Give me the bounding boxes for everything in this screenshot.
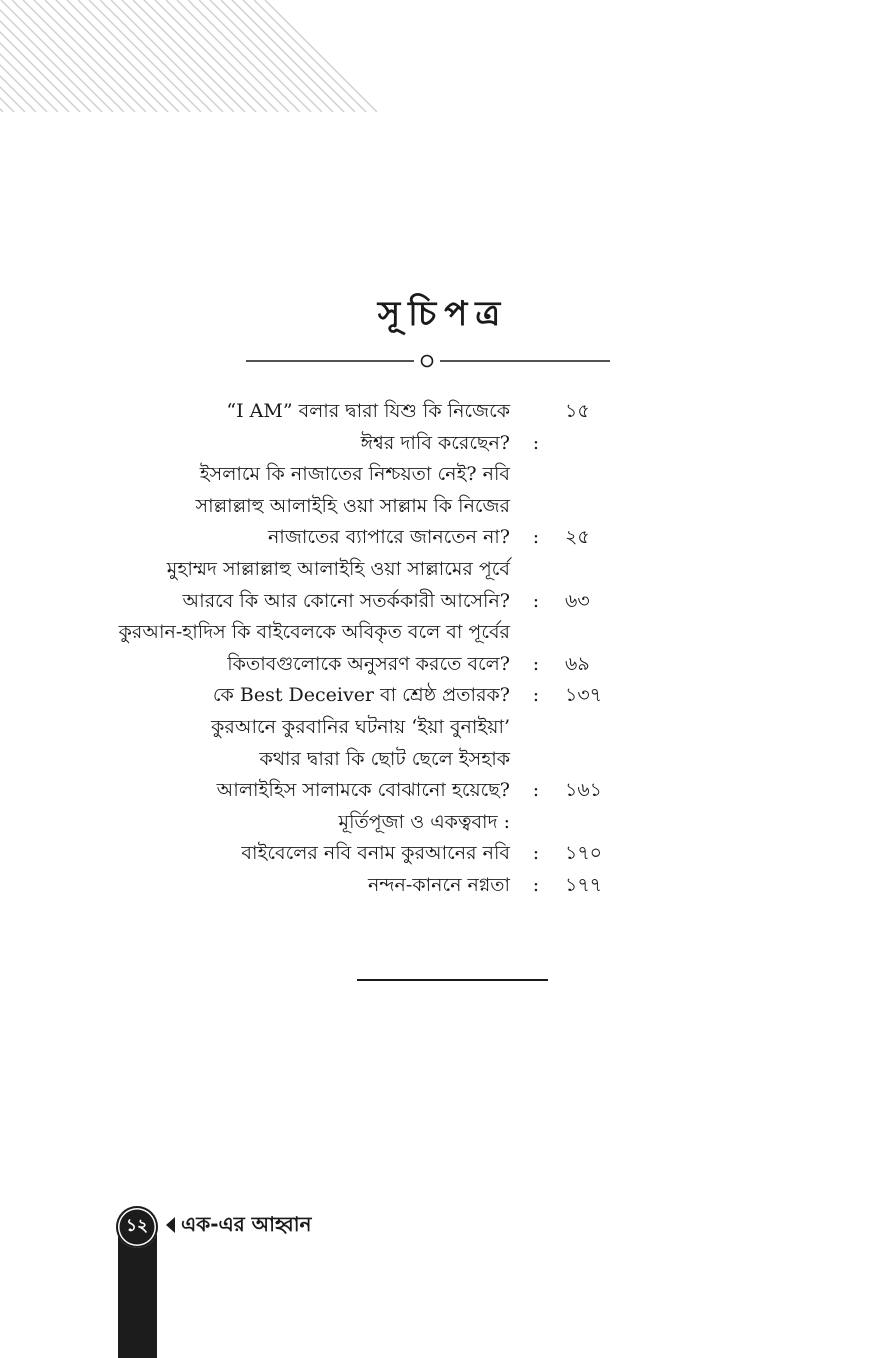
toc-entry-text: বাইবেলের নবি বনাম কুরআনের নবি <box>241 842 510 865</box>
toc-entry-text: কথার দ্বারা কি ছোট ছেলে ইসহাক <box>259 747 510 770</box>
toc-page-number: ১৬১ <box>565 779 603 802</box>
toc-separator: : <box>532 589 540 612</box>
toc-row <box>0 522 870 554</box>
toc-row <box>0 396 870 428</box>
toc-page-number: ১৭৭ <box>565 873 603 896</box>
toc-separator: : <box>532 431 540 454</box>
toc-page-number: ১৫ <box>565 400 590 422</box>
toc-row <box>0 649 870 681</box>
toc-separator: : <box>532 526 540 549</box>
toc-separator: : <box>532 684 540 707</box>
toc-separator: : <box>532 779 540 802</box>
toc-separator: : <box>532 873 540 896</box>
left-arrow-icon <box>166 1217 175 1233</box>
corner-hatch-decoration <box>0 0 380 112</box>
toc-separator: : <box>532 842 540 865</box>
toc-page-number: ৬৩ <box>565 589 590 612</box>
section-end-rule <box>357 979 548 981</box>
toc-entry-text: ইসলামে কি নাজাতের নিশ্চয়তা নেই? নবি <box>199 463 510 486</box>
toc-row <box>0 712 870 744</box>
toc-row <box>0 491 870 523</box>
toc-entry-text: কে Best Deceiver বা শ্রেষ্ঠ প্রতারক? <box>212 684 510 707</box>
toc-page-number: ১৭০ <box>565 842 603 865</box>
toc-row <box>0 744 870 776</box>
toc-entry-text: কুরআন-হাদিস কি বাইবেলকে অবিকৃত বলে বা পূর্বের <box>118 621 510 644</box>
toc-entry-text: কুরআনে কুরবানির ঘটনায় ‘ইয়া বুনাইয়া’ <box>211 715 510 738</box>
toc-page-number: ৬৯ <box>565 652 590 675</box>
title-ornament-divider <box>246 352 610 370</box>
page-title: সূচিপত্র <box>377 294 509 334</box>
page-number-badge: ১২ <box>116 1206 158 1248</box>
toc-row <box>0 617 870 649</box>
toc-entry-text: ঈশ্বর দাবি করেছেন? <box>360 431 510 454</box>
toc-row <box>0 775 870 807</box>
toc-entry-text: সাল্লাল্লাহু আলাইহি ওয়া সাল্লাম কি নিজের <box>195 494 510 517</box>
toc-row <box>0 680 870 712</box>
toc-entry-text: “I AM” বলার দ্বারা যিশু কি নিজেকে <box>226 400 510 422</box>
toc-page-number: ১৩৭ <box>565 684 603 707</box>
table-of-contents <box>0 396 870 902</box>
toc-entry-text: মূর্তিপূজা ও একত্ববাদ : <box>338 810 510 833</box>
toc-row <box>0 870 870 902</box>
toc-entry-text: মুহাম্মদ সাল্লাল্লাহু আলাইহি ওয়া সাল্লামের পূর্বে <box>166 557 510 580</box>
toc-separator: : <box>532 652 540 675</box>
toc-row <box>0 459 870 491</box>
toc-entry-text: কিতাবগুলোকে অনুসরণ করতে বলে? <box>227 652 510 675</box>
toc-row <box>0 807 870 839</box>
toc-row <box>0 838 870 870</box>
toc-entry-text: নাজাতের ব্যাপারে জানতেন না? <box>267 526 510 549</box>
toc-row <box>0 554 870 586</box>
toc-row <box>0 586 870 618</box>
toc-row <box>0 428 870 460</box>
toc-entry-text: নন্দন-কাননে নগ্নতা <box>367 873 510 896</box>
running-book-title: এক-এর আহ্বান <box>181 1212 312 1236</box>
toc-page-number: ২৫ <box>565 526 590 549</box>
toc-entry-text: আরবে কি আর কোনো সতর্ককারী আসেনি? <box>182 589 510 612</box>
toc-entry-text: আলাইহিস সালামকে বোঝানো হয়েছে? <box>216 779 510 802</box>
